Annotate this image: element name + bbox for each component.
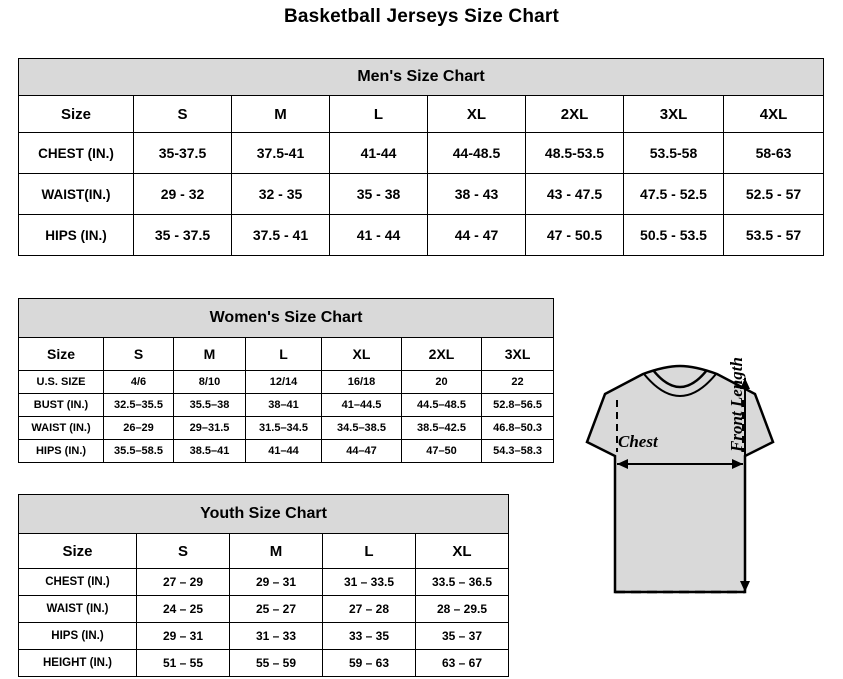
youth-height-m: 55 – 59 [230, 650, 323, 677]
youth-hips-xl: 35 – 37 [416, 623, 509, 650]
youth-waist-s: 24 – 25 [137, 596, 230, 623]
mens-header-xl: XL [428, 96, 526, 133]
womens-header-3xl: 3XL [482, 338, 554, 371]
mens-hips-m: 37.5 - 41 [232, 215, 330, 256]
womens-header-xl: XL [322, 338, 402, 371]
womens-header-m: M [174, 338, 246, 371]
womens-ussize-xl: 16/18 [322, 371, 402, 394]
youth-waist-l: 27 – 28 [323, 596, 416, 623]
womens-header-2xl: 2XL [402, 338, 482, 371]
mens-header-3xl: 3XL [624, 96, 724, 133]
youth-header-size: Size [19, 534, 137, 569]
womens-bust-xl: 41–44.5 [322, 394, 402, 417]
mens-row-label-waist: WAIST(IN.) [19, 174, 134, 215]
mens-header-m: M [232, 96, 330, 133]
mens-chest-s: 35-37.5 [134, 133, 232, 174]
table-row [19, 596, 509, 623]
mens-chest-l: 41-44 [330, 133, 428, 174]
womens-caption: Women's Size Chart [19, 299, 554, 338]
womens-size-chart-table [18, 298, 554, 463]
mens-hips-xl: 44 - 47 [428, 215, 526, 256]
youth-header-xl: XL [416, 534, 509, 569]
womens-ussize-m: 8/10 [174, 371, 246, 394]
youth-hips-s: 29 – 31 [137, 623, 230, 650]
mens-waist-xl: 38 - 43 [428, 174, 526, 215]
youth-header-s: S [137, 534, 230, 569]
mens-waist-4xl: 52.5 - 57 [724, 174, 824, 215]
youth-header-m: M [230, 534, 323, 569]
chest-label: Chest [618, 432, 658, 451]
youth-chest-m: 29 – 31 [230, 569, 323, 596]
mens-chest-m: 37.5-41 [232, 133, 330, 174]
youth-row-label-hips: HIPS (IN.) [19, 623, 137, 650]
youth-waist-m: 25 – 27 [230, 596, 323, 623]
mens-chest-3xl: 53.5-58 [624, 133, 724, 174]
womens-row-label-hips: HIPS (IN.) [19, 440, 104, 463]
table-row [19, 174, 824, 215]
womens-bust-m: 35.5–38 [174, 394, 246, 417]
table-row [19, 440, 554, 463]
youth-hips-l: 33 – 35 [323, 623, 416, 650]
womens-hips-xl: 44–47 [322, 440, 402, 463]
jersey-measurement-diagram [545, 352, 835, 662]
mens-waist-m: 32 - 35 [232, 174, 330, 215]
mens-header-size: Size [19, 96, 134, 133]
womens-row-label-us-size: U.S. SIZE [19, 371, 104, 394]
youth-height-xl: 63 – 67 [416, 650, 509, 677]
womens-caption-row [19, 299, 554, 338]
womens-bust-2xl: 44.5–48.5 [402, 394, 482, 417]
womens-bust-s: 32.5–35.5 [104, 394, 174, 417]
mens-waist-l: 35 - 38 [330, 174, 428, 215]
youth-row-label-waist: WAIST (IN.) [19, 596, 137, 623]
youth-size-chart-table [18, 494, 509, 677]
table-row [19, 623, 509, 650]
mens-waist-s: 29 - 32 [134, 174, 232, 215]
youth-header-row [19, 534, 509, 569]
womens-header-size: Size [19, 338, 104, 371]
mens-chest-2xl: 48.5-53.5 [526, 133, 624, 174]
youth-header-l: L [323, 534, 416, 569]
womens-ussize-2xl: 20 [402, 371, 482, 394]
table-row [19, 417, 554, 440]
mens-caption: Men's Size Chart [19, 59, 824, 96]
table-row [19, 215, 824, 256]
table-row [19, 394, 554, 417]
table-row [19, 569, 509, 596]
mens-header-l: L [330, 96, 428, 133]
youth-waist-xl: 28 – 29.5 [416, 596, 509, 623]
table-row [19, 133, 824, 174]
front-length-label: Front Length [727, 357, 746, 452]
youth-row-label-chest: CHEST (IN.) [19, 569, 137, 596]
womens-header-s: S [104, 338, 174, 371]
youth-caption-row [19, 495, 509, 534]
womens-header-l: L [246, 338, 322, 371]
mens-header-s: S [134, 96, 232, 133]
mens-header-2xl: 2XL [526, 96, 624, 133]
jersey-illustration-icon [545, 352, 835, 662]
table-row [19, 371, 554, 394]
womens-row-label-waist: WAIST (IN.) [19, 417, 104, 440]
womens-waist-m: 29–31.5 [174, 417, 246, 440]
womens-waist-3xl: 46.8–50.3 [482, 417, 554, 440]
mens-waist-2xl: 43 - 47.5 [526, 174, 624, 215]
mens-header-row [19, 96, 824, 133]
mens-hips-4xl: 53.5 - 57 [724, 215, 824, 256]
mens-caption-row [19, 59, 824, 96]
womens-hips-3xl: 54.3–58.3 [482, 440, 554, 463]
mens-row-label-chest: CHEST (IN.) [19, 133, 134, 174]
youth-hips-m: 31 – 33 [230, 623, 323, 650]
womens-waist-xl: 34.5–38.5 [322, 417, 402, 440]
youth-caption: Youth Size Chart [19, 495, 509, 534]
mens-header-4xl: 4XL [724, 96, 824, 133]
mens-hips-s: 35 - 37.5 [134, 215, 232, 256]
mens-hips-3xl: 50.5 - 53.5 [624, 215, 724, 256]
mens-chest-xl: 44-48.5 [428, 133, 526, 174]
womens-header-row [19, 338, 554, 371]
mens-size-chart-table [18, 58, 824, 256]
womens-bust-3xl: 52.8–56.5 [482, 394, 554, 417]
womens-hips-m: 38.5–41 [174, 440, 246, 463]
mens-hips-l: 41 - 44 [330, 215, 428, 256]
youth-chest-s: 27 – 29 [137, 569, 230, 596]
womens-bust-l: 38–41 [246, 394, 322, 417]
youth-chest-xl: 33.5 – 36.5 [416, 569, 509, 596]
youth-chest-l: 31 – 33.5 [323, 569, 416, 596]
table-row [19, 650, 509, 677]
youth-height-l: 59 – 63 [323, 650, 416, 677]
womens-waist-s: 26–29 [104, 417, 174, 440]
mens-chest-4xl: 58-63 [724, 133, 824, 174]
womens-row-label-bust: BUST (IN.) [19, 394, 104, 417]
womens-waist-l: 31.5–34.5 [246, 417, 322, 440]
mens-row-label-hips: HIPS (IN.) [19, 215, 134, 256]
mens-hips-2xl: 47 - 50.5 [526, 215, 624, 256]
womens-ussize-s: 4/6 [104, 371, 174, 394]
womens-ussize-3xl: 22 [482, 371, 554, 394]
womens-ussize-l: 12/14 [246, 371, 322, 394]
womens-hips-s: 35.5–58.5 [104, 440, 174, 463]
womens-hips-l: 41–44 [246, 440, 322, 463]
mens-waist-3xl: 47.5 - 52.5 [624, 174, 724, 215]
youth-height-s: 51 – 55 [137, 650, 230, 677]
youth-row-label-height: HEIGHT (IN.) [19, 650, 137, 677]
womens-hips-2xl: 47–50 [402, 440, 482, 463]
womens-waist-2xl: 38.5–42.5 [402, 417, 482, 440]
page-title: Basketball Jerseys Size Chart [283, 6, 560, 27]
